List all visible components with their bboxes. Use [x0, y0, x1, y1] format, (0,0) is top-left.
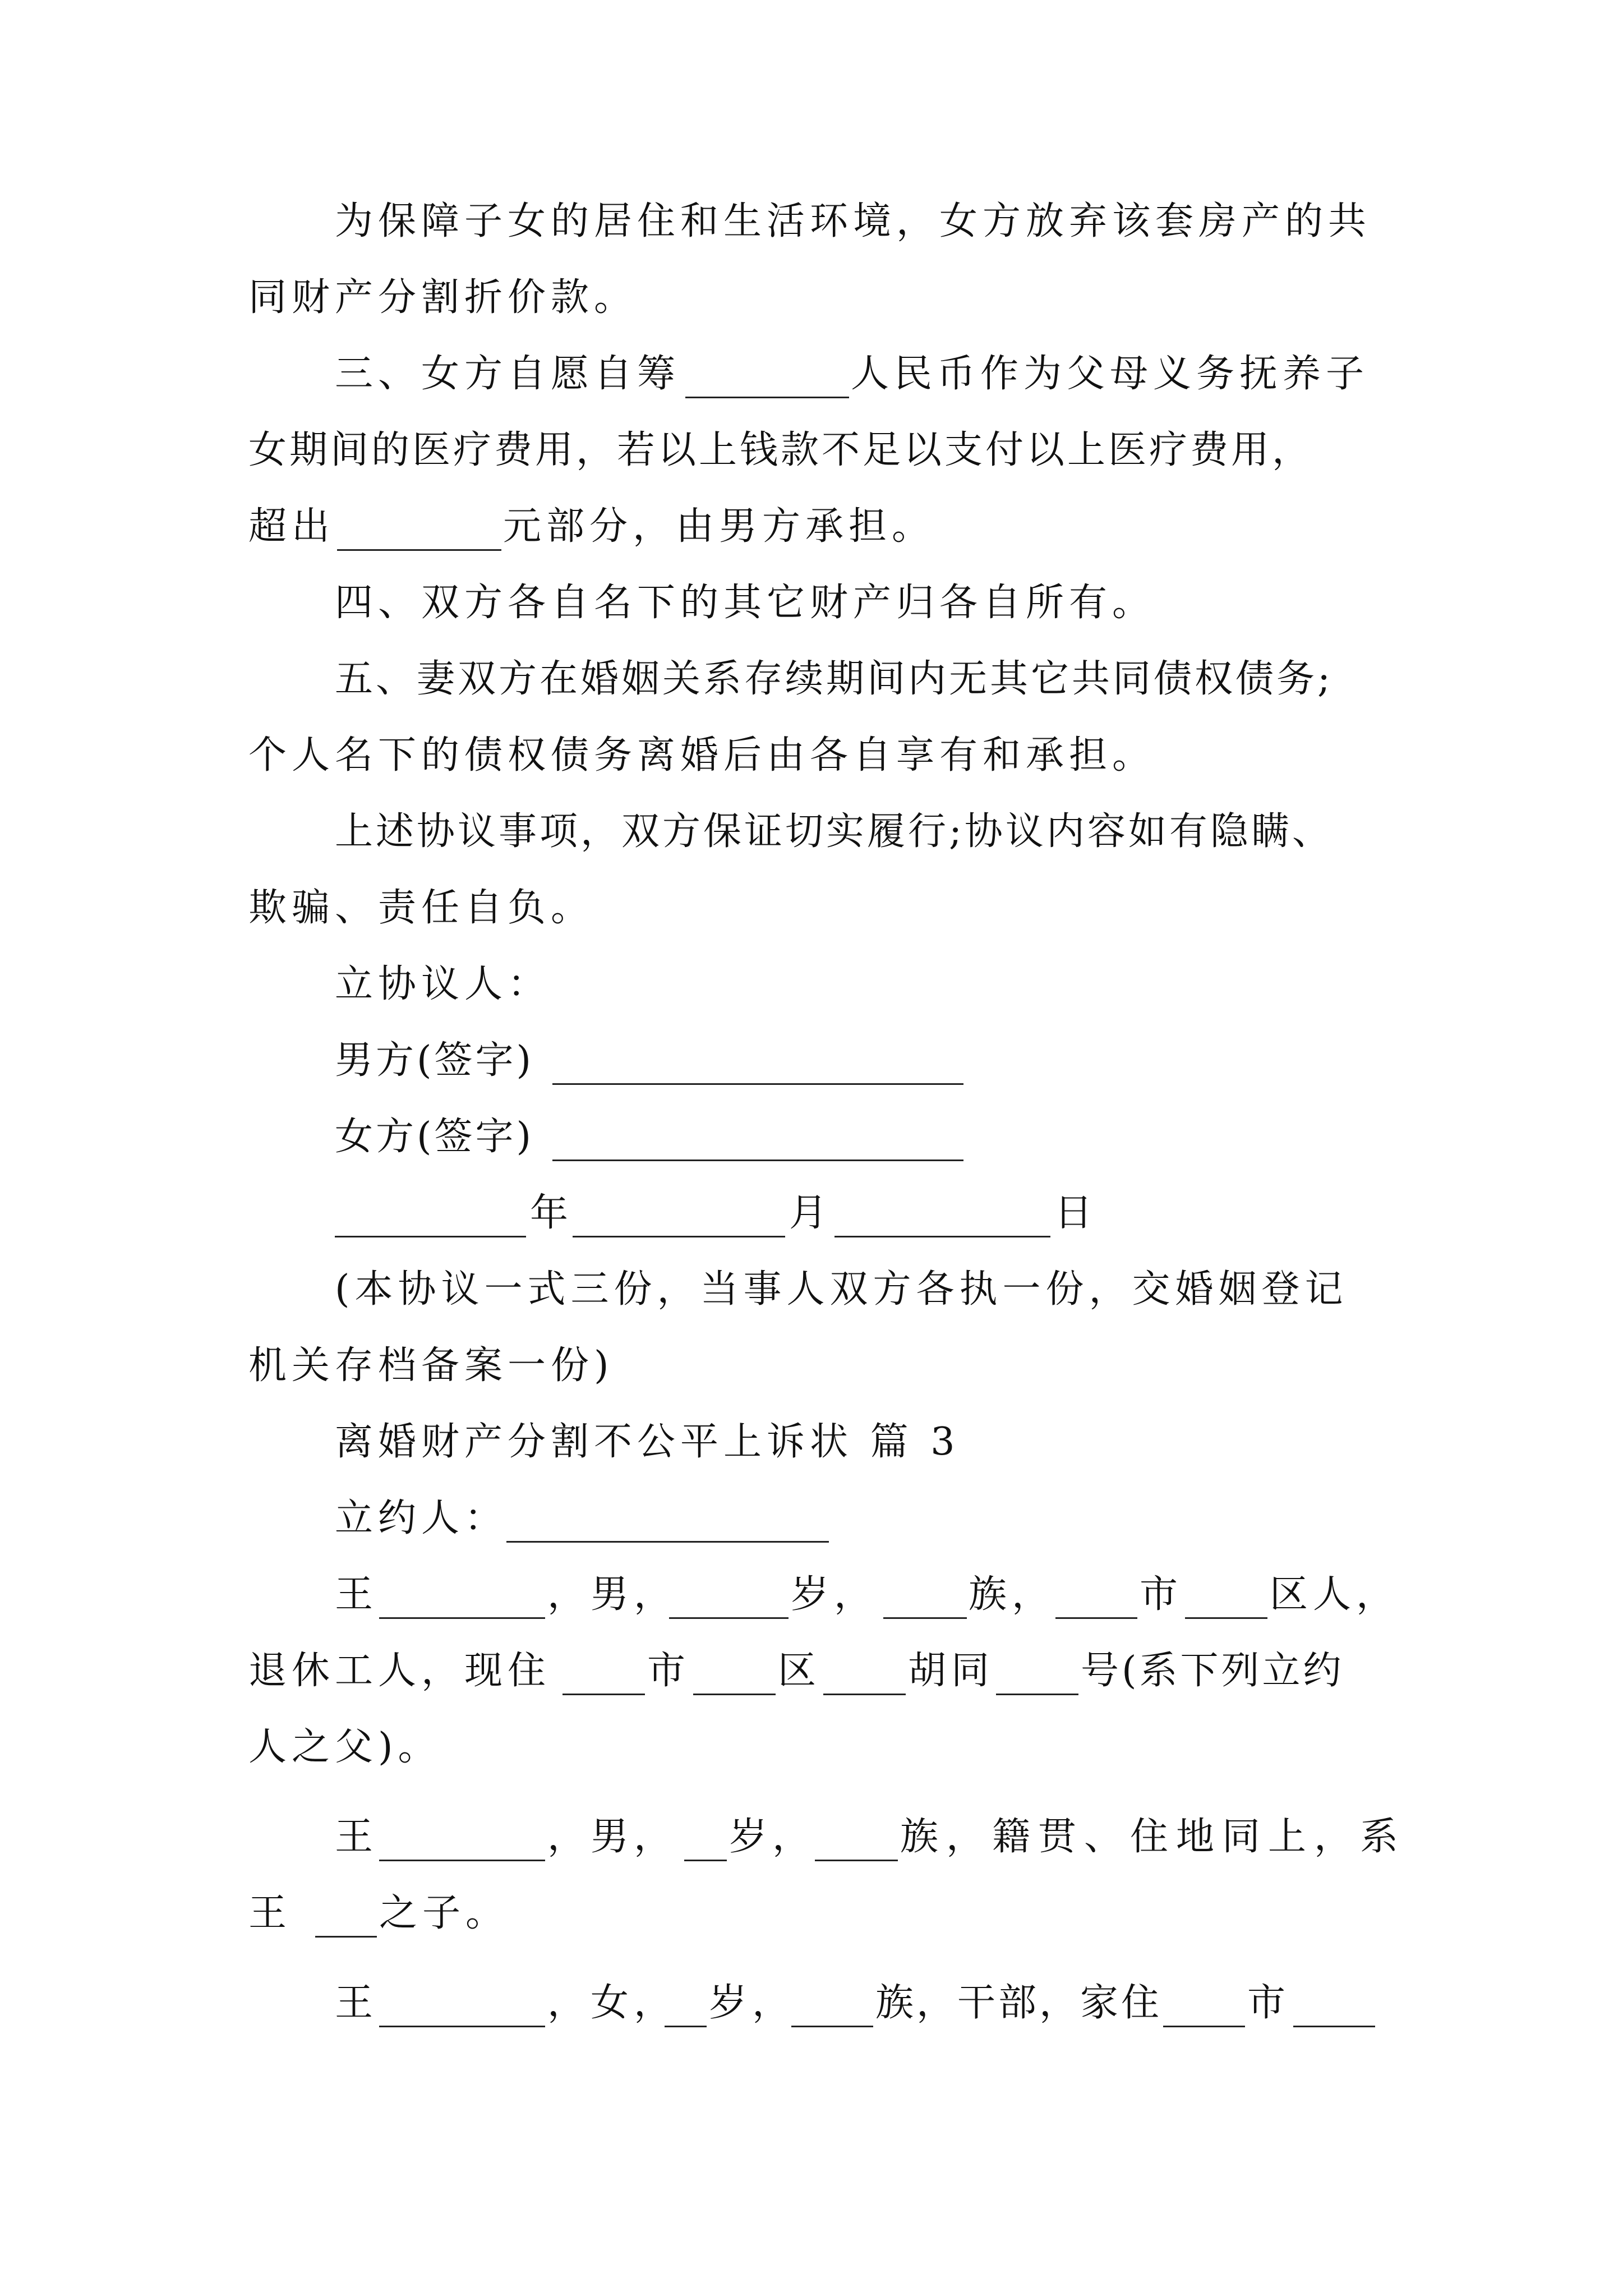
para-line: ，男， [547, 1572, 677, 1617]
para-line: 机关存档备案一份) [248, 1343, 614, 1388]
month-blank [573, 1236, 785, 1237]
para-line: 为保障子女的居住和生活环境，女方放弃该套房产的共 [335, 199, 1372, 243]
para-line: ，男， [547, 1815, 677, 1859]
fill-blank [815, 1860, 898, 1861]
party-blank [506, 1541, 829, 1543]
para-line: 三、女方自愿自筹 [335, 352, 681, 396]
fill-blank [685, 397, 849, 398]
para-line: 之子。 [379, 1891, 509, 1935]
para-line: 王 [335, 1815, 379, 1859]
para-line: 市 [1140, 1572, 1183, 1617]
male-signature-line [552, 1083, 963, 1085]
fill-blank [684, 1860, 727, 1861]
para-line: 岁， [729, 1815, 816, 1859]
female-signature-label: 女方(签字) [335, 1115, 534, 1159]
month-label: 月 [789, 1191, 833, 1235]
para-line: 元部分，由男方承担。 [503, 504, 935, 549]
para-line: 女期间的医疗费用，若以上钱款不足以支付以上医疗费用， [248, 428, 1313, 472]
fill-blank [1163, 2026, 1245, 2027]
fill-blank [665, 2026, 707, 2027]
para-line: 岁， [709, 1981, 796, 2025]
para-line: 市 [647, 1649, 691, 1693]
para-line: 王 [335, 1572, 379, 1617]
fill-blank [823, 1694, 906, 1695]
para-line: 市 [1247, 1981, 1291, 2025]
year-blank [335, 1236, 526, 1237]
para-line: 退休工人，现住 [248, 1649, 551, 1693]
para-line: 区 [778, 1649, 822, 1693]
para-line: 号(系下列立约 [1081, 1649, 1344, 1693]
para-line: 族，籍贯、住地同上，系 [900, 1815, 1407, 1859]
party-label: 立约人： [335, 1496, 508, 1540]
fill-blank [315, 1936, 377, 1938]
para-line: 族， [969, 1572, 1055, 1617]
para-line: 同财产分割折价款。 [248, 275, 638, 320]
day-blank [834, 1236, 1050, 1237]
fill-blank [1185, 1617, 1267, 1619]
para-line: 四、双方各自名下的其它财产归各自所有。 [335, 581, 1156, 625]
male-signature-label: 男方(签字) [335, 1038, 534, 1083]
para-line: 岁， [791, 1572, 878, 1617]
fill-blank [693, 1694, 776, 1695]
fill-blank [1293, 2026, 1375, 2027]
para-line: 欺骗、责任自负。 [248, 886, 594, 930]
para-line: 族，干部，家住 [875, 1981, 1163, 2025]
para-line: 超出 [248, 504, 335, 549]
fill-blank [337, 549, 501, 551]
fill-blank [379, 2026, 545, 2027]
para-line: 区人， [1270, 1572, 1400, 1617]
para-line: 人之父)。 [248, 1725, 441, 1769]
para-line: 胡同 [908, 1649, 995, 1693]
day-label: 日 [1054, 1191, 1098, 1235]
fill-blank [996, 1694, 1078, 1695]
para-line: 王 [335, 1981, 379, 2025]
para-line: 个人名下的债权债务离婚后由各自享有和承担。 [248, 733, 1156, 777]
fill-blank [379, 1860, 545, 1861]
fill-blank [791, 2026, 873, 2027]
fill-blank [669, 1617, 789, 1619]
fill-blank [1055, 1617, 1137, 1619]
fill-blank [883, 1617, 967, 1619]
section-heading: 离婚财产分割不公平上诉状 篇 3 [335, 1420, 960, 1464]
para-line: 人民币作为父母义务抚养子 [851, 352, 1370, 396]
female-signature-line [552, 1159, 963, 1161]
para-line: 王 [248, 1891, 292, 1935]
para-line: 五、妻双方在婚姻关系存续期间内无其它共同债权债务; [335, 657, 1333, 701]
para-line: 上述协议事项，双方保证切实履行;协议内容如有隐瞒、 [335, 809, 1333, 854]
fill-blank [562, 1694, 645, 1695]
para-line: ，女， [547, 1981, 677, 2025]
fill-blank [379, 1617, 545, 1619]
para-line: (本协议一式三份，当事人双方各执一份，交婚姻登记 [335, 1267, 1348, 1312]
signatory-label: 立协议人： [335, 962, 551, 1006]
year-label: 年 [530, 1191, 574, 1235]
